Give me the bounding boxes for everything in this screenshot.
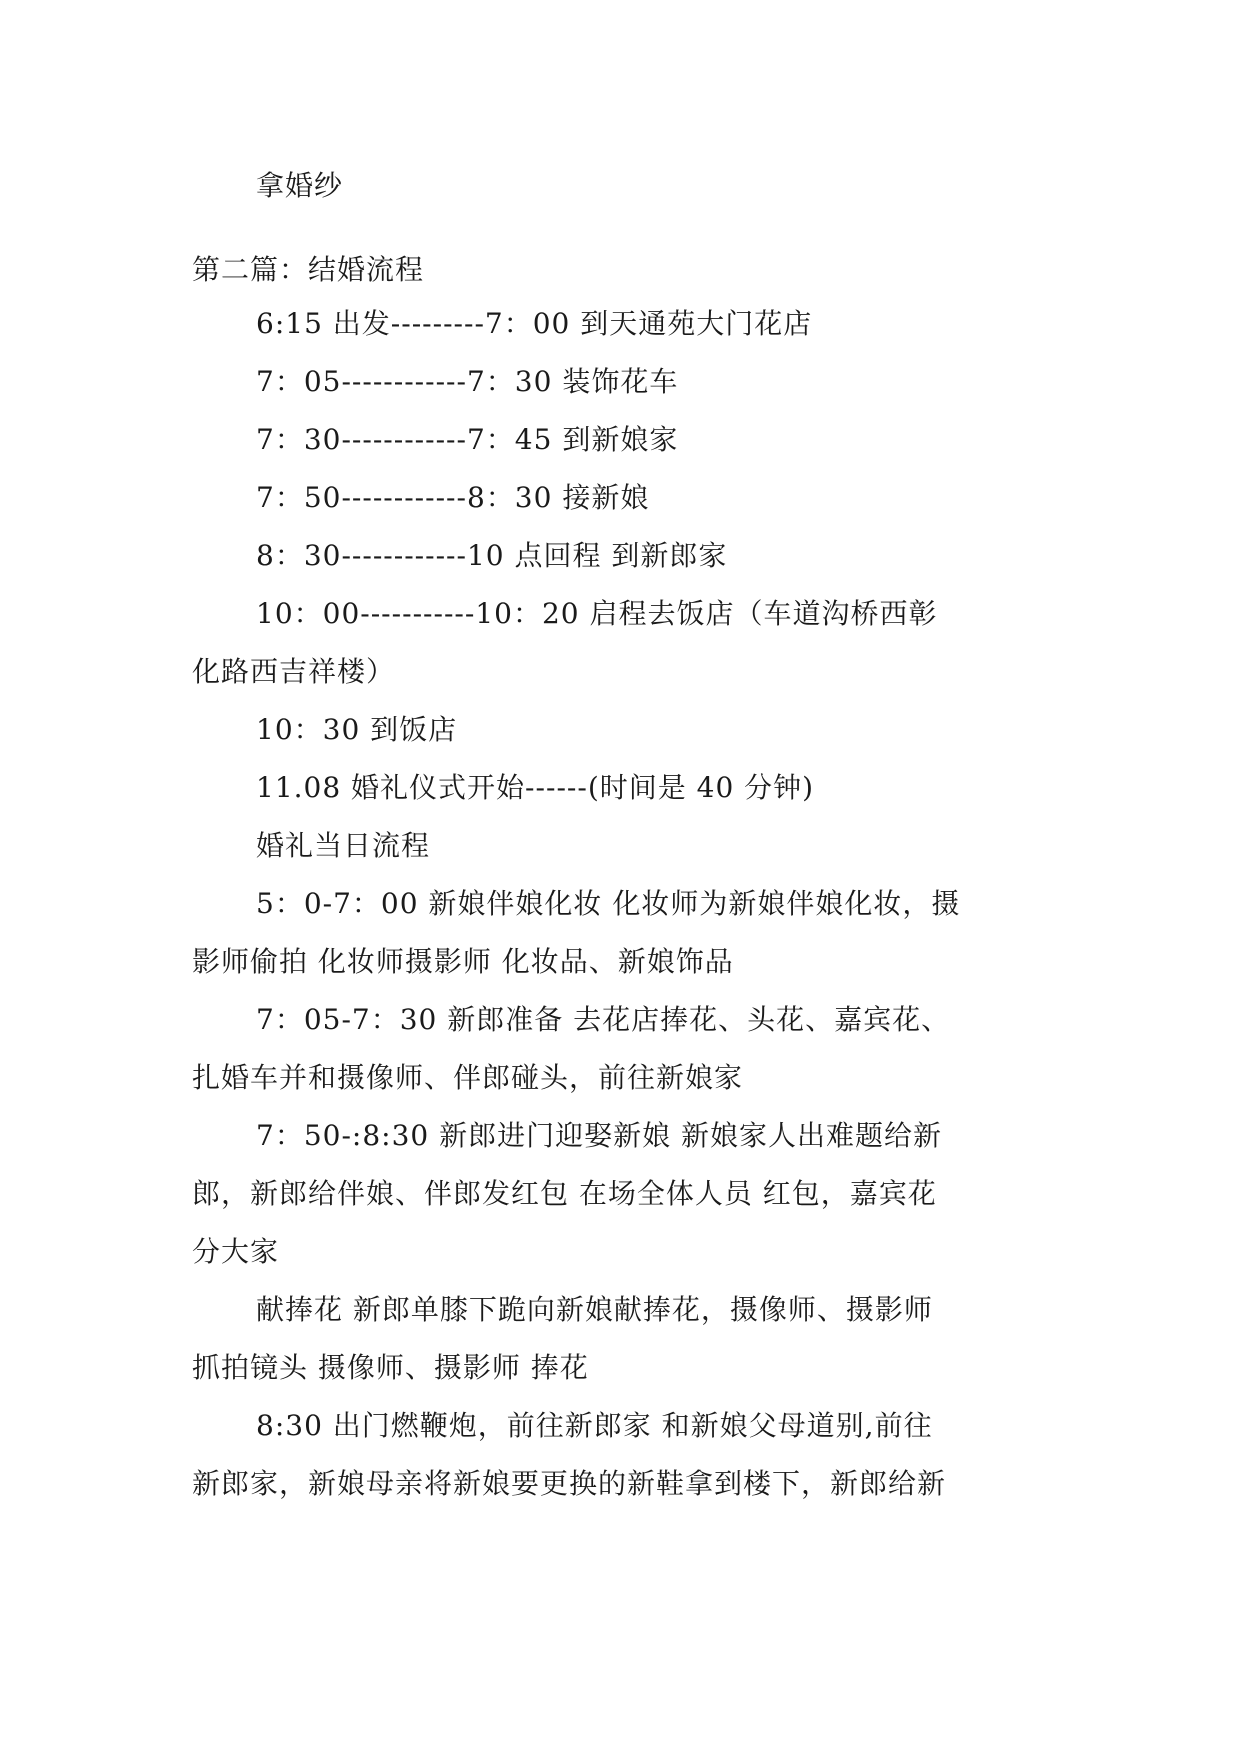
text-line: 影师偷拍 化妆师摄影师 化妆品、新娘饰品 bbox=[192, 945, 734, 978]
text-line: 7：05------------7：30 装饰花车 bbox=[256, 365, 679, 398]
text-line: 6:15 出发---------7：00 到天通苑大门花店 bbox=[256, 307, 813, 340]
text-line: 分大家 bbox=[192, 1235, 280, 1268]
text-line: 抓拍镜头 摄像师、摄影师 捧花 bbox=[192, 1351, 589, 1384]
text-line: 新郎家，新娘母亲将新娘要更换的新鞋拿到楼下，新郎给新 bbox=[192, 1467, 947, 1500]
text-line: 5：0-7：00 新娘伴娘化妆 化妆师为新娘伴娘化妆，摄 bbox=[256, 887, 961, 920]
text-line: 11.08 婚礼仪式开始------(时间是 40 分钟) bbox=[256, 771, 815, 804]
text-line: 扎婚车并和摄像师、伴郎碰头，前往新娘家 bbox=[192, 1061, 744, 1094]
text-line: 7：50-:8:30 新郎进门迎娶新娘 新娘家人出难题给新 bbox=[256, 1119, 943, 1152]
text-line: 8:30 出门燃鞭炮，前往新郎家 和新娘父母道别,前往 bbox=[256, 1409, 933, 1442]
section-heading: 第二篇：结婚流程 bbox=[192, 253, 425, 286]
text-line: 7：05-7：30 新郎准备 去花店捧花、头花、嘉宾花、 bbox=[256, 1003, 951, 1036]
text-line: 10：00-----------10：20 启程去饭店（车道沟桥西彰 bbox=[256, 597, 938, 630]
text-line: 7：50------------8：30 接新娘 bbox=[256, 481, 650, 514]
text-line: 拿婚纱 bbox=[256, 169, 344, 202]
text-line: 化路西吉祥楼） bbox=[192, 655, 396, 688]
text-line: 10：30 到饭店 bbox=[256, 713, 458, 746]
text-line: 献捧花 新郎单膝下跪向新娘献捧花，摄像师、摄影师 bbox=[256, 1293, 933, 1326]
text-line: 8：30------------10 点回程 到新郎家 bbox=[256, 539, 728, 572]
text-line: 郎，新郎给伴娘、伴郎发红包 在场全体人员 红包，嘉宾花 bbox=[192, 1177, 937, 1210]
text-line: 婚礼当日流程 bbox=[256, 829, 431, 862]
text-line: 7：30------------7：45 到新娘家 bbox=[256, 423, 679, 456]
